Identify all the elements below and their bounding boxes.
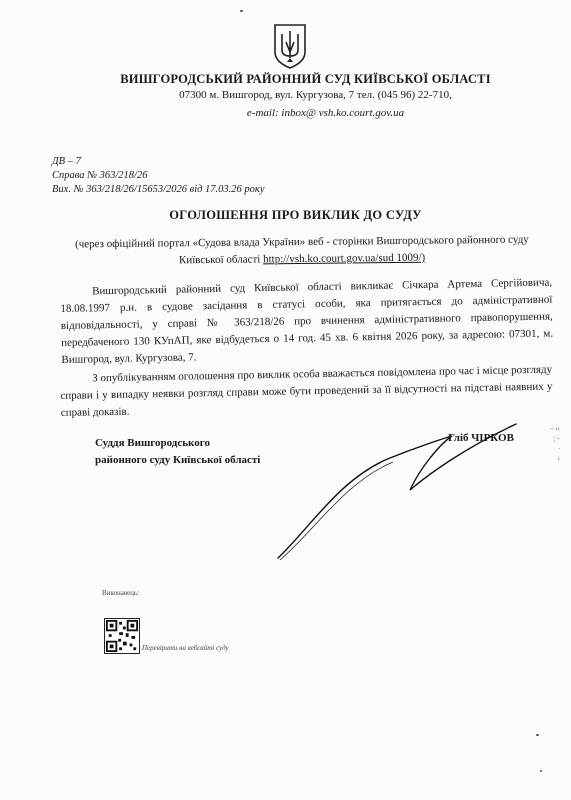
publication-source-text: (через офіційний портал «Судова влада України» веб - сторінки Вишгородського районного суду Київської області <box>74 233 529 267</box>
outgoing-number: Вих. № 363/218/26/15653/2026 від 17.03.26 року <box>52 184 265 195</box>
court-email: e-mail: inbox@ vsh.ko.court.gov.ua <box>246 107 405 119</box>
trident-emblem-icon <box>272 22 308 70</box>
qr-verification-note: Перевірити на вебсайті суду <box>142 644 229 652</box>
court-website-link[interactable]: http://vsh.ko.court.gov.ua/sud 1009/) <box>262 251 426 266</box>
court-name: ВИШГОРОДСЬКИЙ РАЙОННИЙ СУД КИЇВСЬКОЇ ОБЛАСТІ <box>120 72 491 86</box>
case-number: Справа № 363/218/26 <box>52 170 148 181</box>
document-code: ДВ – 7 <box>52 156 81 167</box>
scan-speck <box>536 734 539 736</box>
executor-label: Виконавець: <box>102 589 140 597</box>
notice-heading: ОГОЛОШЕННЯ ПРО ВИКЛИК ДО СУДУ <box>169 208 422 222</box>
judge-title-line2: районного суду Київської області <box>95 454 261 466</box>
scan-speck <box>540 770 542 772</box>
judge-title-line1: Суддя Вишгородського <box>95 437 210 449</box>
court-address: 07300 м. Вишгород, вул. Кургузова, 7 тел. (045 96) 22-710, <box>179 89 452 101</box>
consequence-paragraph: З опублікуванням оголошення про виклик особа вважається повідомлена про час і місце розгляду справи і у випадку неявки розгляд справи може бути проведений за її відсутності на підставі наявних у справі доказів. <box>60 363 553 419</box>
publication-source <box>72 232 532 271</box>
qr-code-icon[interactable] <box>104 618 140 654</box>
judge-title <box>95 435 260 469</box>
scan-speck <box>240 10 243 12</box>
judge-name: Гліб ЧІРКОВ <box>448 432 514 444</box>
summons-paragraph: Вишгородський районний суд Київської області викликає Січкара Артема Сергійовича, 18.08.1997 р.н. в судове засідання в статусі особи, яка притягається до адміністративної відповідальності, у справі № 363/218/26 про вчинення адміністративного правопорушення, передбаченого 130 КУпАП, яке відбудеться о 14 год. 45 хв. 6 квітня 2026 року, за адресою: 07301, м. Вишгород, вул. Кургузова, 7. <box>60 276 554 366</box>
margin-marks: ∙∙ ‹‹ ¦ ∙∙ ∙ ‹ <box>550 425 560 463</box>
